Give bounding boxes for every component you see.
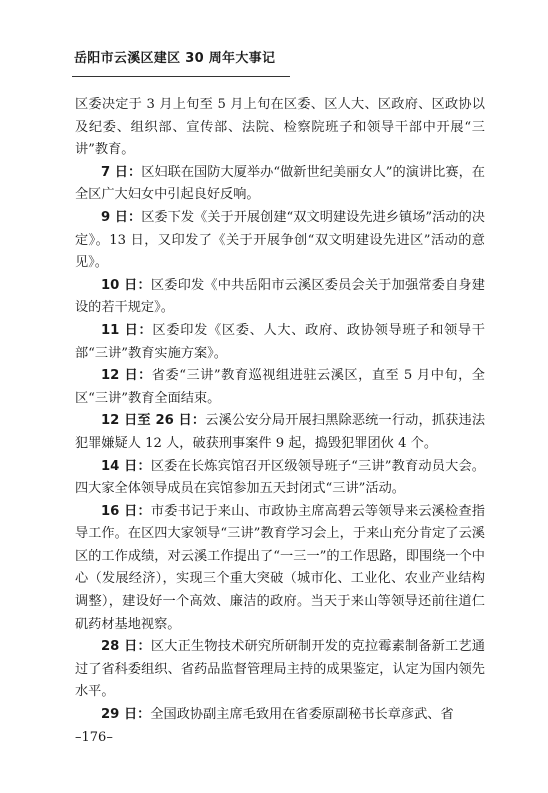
entry-paragraph [75, 410, 485, 455]
entry-date: 28 日： [101, 639, 151, 655]
running-header: 岳阳市云溪区建区 30 周年大事记 [74, 51, 276, 66]
entry-paragraph [75, 365, 485, 410]
entry-paragraph [75, 456, 485, 501]
entry-text: 区委印发《区委、人大、政府、政协领导班子和领导干部“三讲”教育实施方案》。 [75, 322, 485, 361]
entry-date: 29 日： [101, 707, 151, 723]
entry-date: 12 日至 26 日： [101, 413, 206, 429]
entry-text: 区妇联在国防大厦举办“做新世纪美丽女人”的演讲比赛，在全区广大妇女中引起良好反响。 [75, 164, 485, 203]
entry-date: 11 日： [101, 322, 153, 338]
entry-date: 10 日： [101, 277, 151, 293]
entry-date: 12 日： [101, 368, 152, 384]
entry-paragraph [75, 636, 485, 704]
entry-text: 省委“三讲”教育巡视组进驻云溪区，直至 5 月中旬，全区“三讲”教育全面结束。 [75, 368, 485, 406]
entry-text: 区大正生物技术研究所研制开发的克拉霉素制备新工艺通过了省科委组织、省药品监督管理局主持的成果鉴定，认定为国内领先水平。 [75, 639, 485, 700]
entry-date: 14 日： [101, 458, 151, 474]
header-rule [72, 76, 290, 77]
entry-paragraph [75, 162, 485, 207]
entry-paragraph [75, 94, 485, 162]
page-number: –176– [75, 730, 113, 745]
entry-text: 区委在长炼宾馆召开区级领导班子“三讲”教育动员大会。四大家全体领导成员在宾馆参加五天封闭式“三讲”活动。 [75, 458, 485, 497]
entry-paragraph [75, 704, 485, 727]
entry-text: 云溪公安分局开展扫黑除恶统一行动，抓获违法犯罪嫌疑人 12 人，破获刑事案件 9 起，捣毁犯罪团伙 4 个。 [75, 413, 486, 451]
chronicle-body [75, 94, 485, 727]
entry-text: 市委书记于来山、市政协主席高碧云等领导来云溪检查指导工作。在区四大家领导“三讲”教育学习会上，于来山充分肯定了云溪区的工作成绩，对云溪工作提出了“一三一”的工作思路，即围绕一个中心（发展经济），实现三个重大突破（城市化、工业化、农业产业结构调整），建设好一个高效、廉洁的政府。当天于来山等领导还前往道仁矶药材基地视察。 [75, 503, 485, 632]
entry-paragraph [75, 207, 485, 275]
entry-date: 16 日： [101, 503, 151, 519]
entry-text: 区委印发《中共岳阳市云溪区委员会关于加强常委自身建设的若干规定》。 [75, 277, 485, 316]
entry-date: 7 日： [101, 164, 142, 180]
entry-paragraph [75, 320, 485, 365]
entry-text: 区委下发《关于开展创建“双文明建设先进乡镇场”活动的决定》。13 日，又印发了《关于开展争创“双文明建设先进区”活动的意见》。 [75, 209, 485, 271]
entry-text: 全国政协副主席毛致用在省委原副秘书长章彦武、省 [150, 707, 454, 723]
entry-paragraph [75, 275, 485, 320]
entry-paragraph [75, 501, 485, 637]
entry-date: 9 日： [101, 209, 142, 225]
entry-text: 区委决定于 3 月上旬至 5 月上旬在区委、区人大、区政府、区政协以及纪委、组织部、宣传部、法院、检察院班子和领导干部中开展“三讲”教育。 [75, 97, 485, 158]
